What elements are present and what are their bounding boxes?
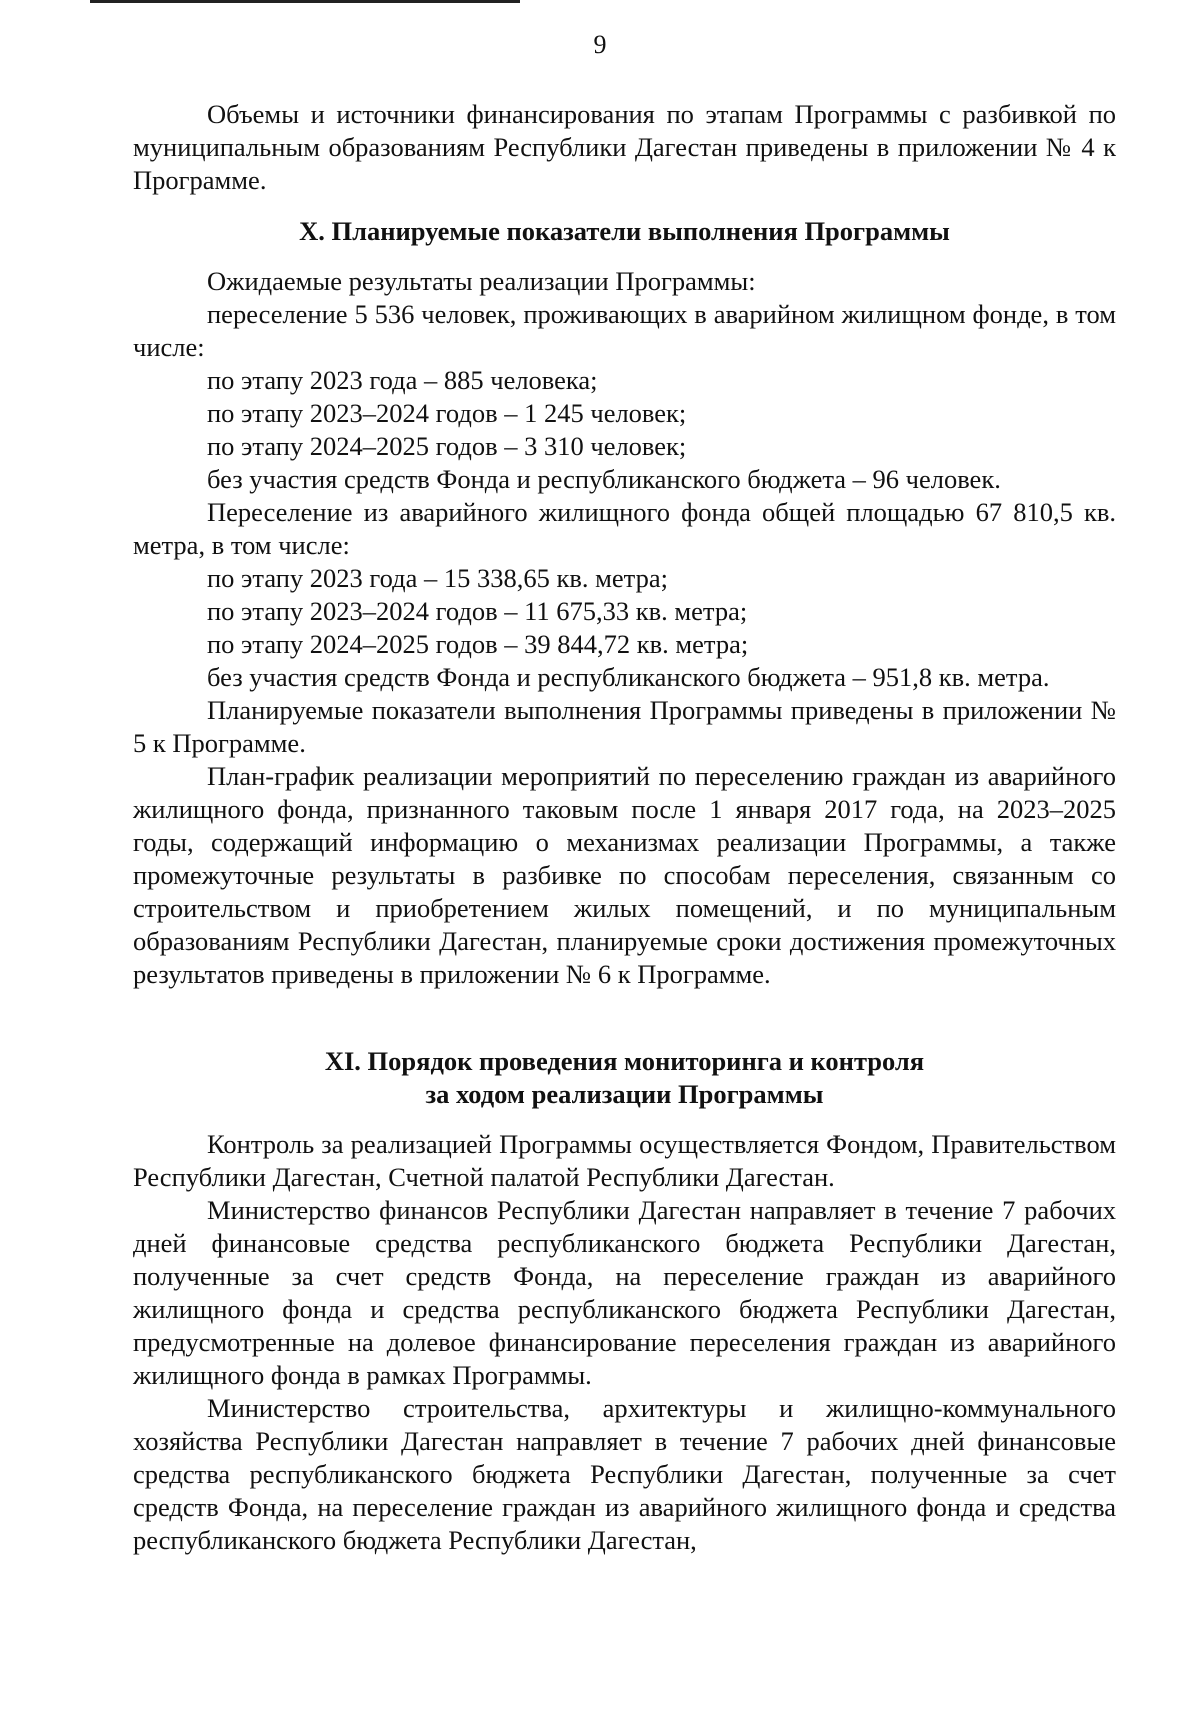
section-xi-heading-line2: за ходом реализации Программы [425, 1079, 824, 1109]
no-fund-participation-people: без участия средств Фонда и республиканского бюджета – 96 человек. [207, 464, 1001, 494]
stage-2023-2024-area: по этапу 2023–2024 годов – 11 675,33 кв. метра; [207, 596, 748, 626]
planned-indicators-reference: Планируемые показатели выполнения Программы приведены в приложении № 5 к Программе. [133, 695, 1116, 758]
no-fund-participation-area: без участия средств Фонда и республиканского бюджета – 951,8 кв. метра. [207, 662, 1050, 692]
section-x-heading: X. Планируемые показатели выполнения Программы [299, 216, 950, 246]
page-number: 9 [593, 30, 607, 59]
stage-2024-2025-people: по этапу 2024–2025 годов – 3 310 человек; [207, 431, 687, 461]
resettlement-people-total: переселение 5 536 человек, проживающих в аварийном жилищном фонде, в том числе: [133, 299, 1116, 362]
finance-ministry-paragraph: Министерство финансов Республики Дагестан направляет в течение 7 рабочих дней финансовые средства республиканского бюджета Республики Дагестан, полученные за счет средств Фонда, на переселение граждан из аварийного жилищного фонда и средства республиканского бюджета Республики Дагестан, предусмотренные на долевое финансирование переселения граждан из аварийного жилищного фонда в рамках Программы. [133, 1195, 1116, 1390]
document-body [133, 98, 1116, 1557]
stage-2023-people: по этапу 2023 года – 885 человека; [207, 365, 598, 395]
construction-ministry-paragraph: Министерство строительства, архитектуры и жилищно-коммунального хозяйства Республики Дагестан направляет в течение 7 рабочих дней финансовые средства республиканского бюджета Республики Дагестан, полученные за счет средств Фонда, на переселение граждан из аварийного жилищного фонда и средства республиканского бюджета Республики Дагестан, [133, 1393, 1116, 1555]
expected-results-intro: Ожидаемые результаты реализации Программы: [207, 266, 756, 296]
control-paragraph: Контроль за реализацией Программы осуществляется Фондом, Правительством Республики Дагестан, Счетной палатой Республики Дагестан. [133, 1129, 1116, 1192]
schedule-plan-paragraph: План-график реализации мероприятий по переселению граждан из аварийного жилищного фонда, признанного таковым после 1 января 2017 года, на 2023–2025 годы, содержащий информацию о механизмах реализации Программы, а также промежуточные результаты в разбивке по способам переселения, связанным со строительством и приобретением жилых помещений, и по муниципальным образованиям Республики Дагестан, планируемые сроки достижения промежуточных результатов приведены в приложении № 6 к Программе. [133, 761, 1116, 989]
resettlement-area-total: Переселение из аварийного жилищного фонда общей площадью 67 810,5 кв. метра, в том числе: [133, 497, 1116, 560]
paragraph-financing-sources: Объемы и источники финансирования по этапам Программы с разбивкой по муниципальным образованиям Республики Дагестан приведены в приложении № 4 к Программе. [133, 99, 1116, 195]
scan-artifact-line [90, 0, 520, 3]
section-xi-heading-line1: XI. Порядок проведения мониторинга и контроля [324, 1046, 925, 1076]
stage-2024-2025-area: по этапу 2024–2025 годов – 39 844,72 кв. метра; [207, 629, 749, 659]
stage-2023-area: по этапу 2023 года – 15 338,65 кв. метра; [207, 563, 668, 593]
stage-2023-2024-people: по этапу 2023–2024 годов – 1 245 человек; [207, 398, 687, 428]
